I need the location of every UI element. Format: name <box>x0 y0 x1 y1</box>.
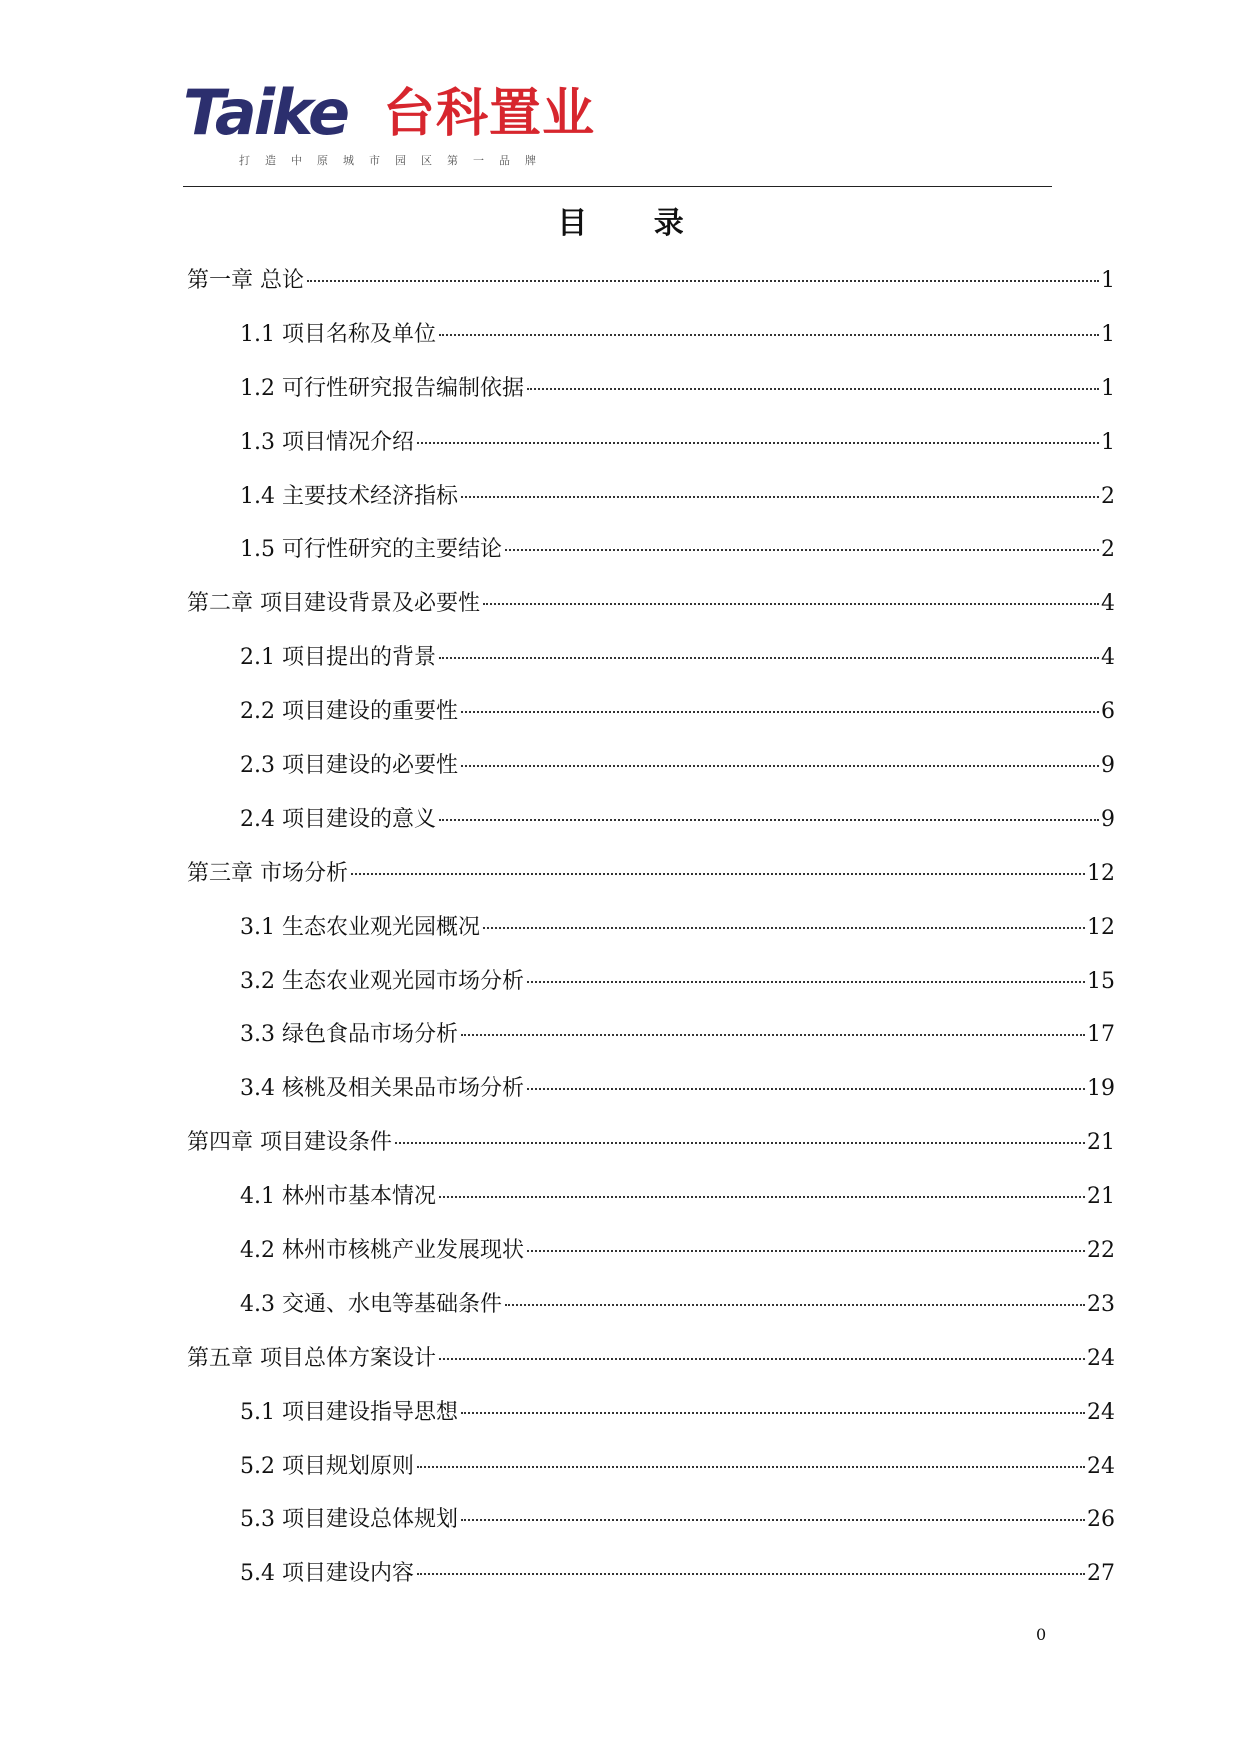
toc-dot-leader <box>505 549 1099 551</box>
toc-entry-label: 1.4 主要技术经济指标 <box>240 483 458 509</box>
toc-dot-leader <box>483 603 1099 605</box>
toc-section-entry[interactable] <box>187 1444 1115 1498</box>
logo-tagline: 打造中原城市园区第一品牌 <box>239 154 551 167</box>
toc-chapter-entry[interactable] <box>187 851 1115 905</box>
toc-dot-leader <box>439 334 1099 336</box>
toc-entry-label: 第五章 项目总体方案设计 <box>187 1345 436 1371</box>
toc-entry-label: 2.1 项目提出的背景 <box>240 645 436 671</box>
toc-section-entry[interactable] <box>187 1390 1115 1444</box>
toc-entry-label: 3.3 绿色食品市场分析 <box>240 1022 458 1048</box>
toc-entry-page-number: 17 <box>1087 1022 1115 1048</box>
toc-entry-page-number: 12 <box>1087 914 1115 940</box>
toc-entry-page-number: 15 <box>1087 968 1115 994</box>
toc-entry-page-number: 2 <box>1101 537 1115 563</box>
toc-entry-page-number: 24 <box>1087 1453 1115 1479</box>
toc-dot-leader <box>527 981 1085 983</box>
toc-section-entry[interactable] <box>187 366 1115 420</box>
toc-section-entry[interactable] <box>187 1066 1115 1120</box>
toc-dot-leader <box>461 1034 1085 1036</box>
toc-dot-leader <box>439 657 1099 659</box>
toc-entry-label: 1.1 项目名称及单位 <box>240 321 436 347</box>
toc-section-entry[interactable] <box>187 1551 1115 1605</box>
toc-section-entry[interactable] <box>187 474 1115 528</box>
toc-dot-leader <box>461 1412 1085 1414</box>
toc-entry-page-number: 21 <box>1087 1130 1115 1156</box>
toc-entry-label: 3.2 生态农业观光园市场分析 <box>240 968 524 994</box>
toc-entry-label: 4.3 交通、水电等基础条件 <box>240 1291 502 1317</box>
toc-entry-label: 5.1 项目建设指导思想 <box>240 1399 458 1425</box>
toc-entry-page-number: 26 <box>1087 1507 1115 1533</box>
toc-entry-label: 第四章 项目建设条件 <box>187 1130 392 1156</box>
toc-chapter-entry[interactable] <box>187 258 1115 312</box>
table-of-contents <box>187 258 1115 1605</box>
toc-entry-page-number: 9 <box>1101 753 1115 779</box>
toc-dot-leader <box>505 1304 1085 1306</box>
toc-entry-page-number: 19 <box>1087 1076 1115 1102</box>
company-logo <box>183 76 603 172</box>
toc-section-entry[interactable] <box>187 689 1115 743</box>
toc-section-entry[interactable] <box>187 959 1115 1013</box>
toc-dot-leader <box>395 1142 1085 1144</box>
toc-entry-page-number: 1 <box>1101 268 1115 293</box>
toc-dot-leader <box>527 1250 1085 1252</box>
toc-entry-page-number: 1 <box>1101 321 1115 347</box>
toc-chapter-entry[interactable] <box>187 581 1115 635</box>
header-divider <box>183 186 1052 187</box>
toc-section-entry[interactable] <box>187 635 1115 689</box>
toc-dot-leader <box>439 1196 1085 1198</box>
toc-entry-label: 第三章 市场分析 <box>187 860 348 886</box>
toc-entry-page-number: 6 <box>1101 699 1115 725</box>
toc-dot-leader <box>461 711 1099 713</box>
toc-entry-page-number: 23 <box>1087 1291 1115 1317</box>
toc-section-entry[interactable] <box>187 743 1115 797</box>
toc-entry-label: 5.3 项目建设总体规划 <box>240 1507 458 1533</box>
toc-entry-page-number: 27 <box>1087 1561 1115 1587</box>
toc-entry-page-number: 12 <box>1087 860 1115 886</box>
toc-section-entry[interactable] <box>187 797 1115 851</box>
toc-entry-label: 第一章 总论 <box>187 268 304 293</box>
toc-entry-label: 2.3 项目建设的必要性 <box>240 753 458 779</box>
toc-dot-leader <box>417 442 1099 444</box>
toc-section-entry[interactable] <box>187 1497 1115 1551</box>
toc-entry-label: 2.4 项目建设的意义 <box>240 806 436 832</box>
toc-entry-label: 1.2 可行性研究报告编制依据 <box>240 375 524 401</box>
toc-entry-label: 3.4 核桃及相关果品市场分析 <box>240 1076 524 1102</box>
toc-dot-leader <box>351 873 1085 875</box>
toc-section-entry[interactable] <box>187 527 1115 581</box>
toc-entry-page-number: 9 <box>1101 806 1115 832</box>
toc-chapter-entry[interactable] <box>187 1120 1115 1174</box>
toc-section-entry[interactable] <box>187 1282 1115 1336</box>
toc-dot-leader <box>417 1573 1085 1575</box>
toc-section-entry[interactable] <box>187 1174 1115 1228</box>
toc-entry-label: 5.2 项目规划原则 <box>240 1453 414 1479</box>
toc-section-entry[interactable] <box>187 905 1115 959</box>
toc-entry-page-number: 1 <box>1101 375 1115 401</box>
toc-dot-leader <box>461 765 1099 767</box>
toc-entry-label: 1.3 项目情况介绍 <box>240 429 414 455</box>
toc-section-entry[interactable] <box>187 312 1115 366</box>
toc-entry-page-number: 4 <box>1101 591 1115 617</box>
toc-entry-page-number: 2 <box>1101 483 1115 509</box>
toc-entry-page-number: 22 <box>1087 1238 1115 1264</box>
toc-entry-page-number: 24 <box>1087 1399 1115 1425</box>
toc-dot-leader <box>439 819 1099 821</box>
logo-wordmark: Taike <box>183 76 348 149</box>
page-title: 目 录 <box>557 206 712 241</box>
toc-entry-page-number: 1 <box>1101 429 1115 455</box>
toc-dot-leader <box>439 1358 1085 1360</box>
toc-dot-leader <box>527 1088 1085 1090</box>
toc-entry-label: 1.5 可行性研究的主要结论 <box>240 537 502 563</box>
toc-chapter-entry[interactable] <box>187 1336 1115 1390</box>
toc-dot-leader <box>483 927 1085 929</box>
toc-dot-leader <box>461 1519 1085 1521</box>
toc-entry-page-number: 4 <box>1101 645 1115 671</box>
toc-entry-label: 3.1 生态农业观光园概况 <box>240 914 480 940</box>
page-number: 0 <box>1036 1625 1047 1644</box>
toc-section-entry[interactable] <box>187 1012 1115 1066</box>
toc-dot-leader <box>527 388 1099 390</box>
toc-dot-leader <box>417 1466 1085 1468</box>
toc-entry-label: 第二章 项目建设背景及必要性 <box>187 591 480 617</box>
toc-entry-page-number: 21 <box>1087 1184 1115 1210</box>
toc-entry-label: 5.4 项目建设内容 <box>240 1561 414 1587</box>
toc-entry-label: 4.2 林州市核桃产业发展现状 <box>240 1238 524 1264</box>
toc-section-entry[interactable] <box>187 420 1115 474</box>
toc-entry-page-number: 24 <box>1087 1345 1115 1371</box>
toc-dot-leader <box>461 496 1099 498</box>
toc-section-entry[interactable] <box>187 1228 1115 1282</box>
logo-chinese-name: 台科置业 <box>383 84 596 144</box>
toc-entry-label: 2.2 项目建设的重要性 <box>240 699 458 725</box>
toc-entry-label: 4.1 林州市基本情况 <box>240 1184 436 1210</box>
toc-dot-leader <box>307 280 1099 282</box>
